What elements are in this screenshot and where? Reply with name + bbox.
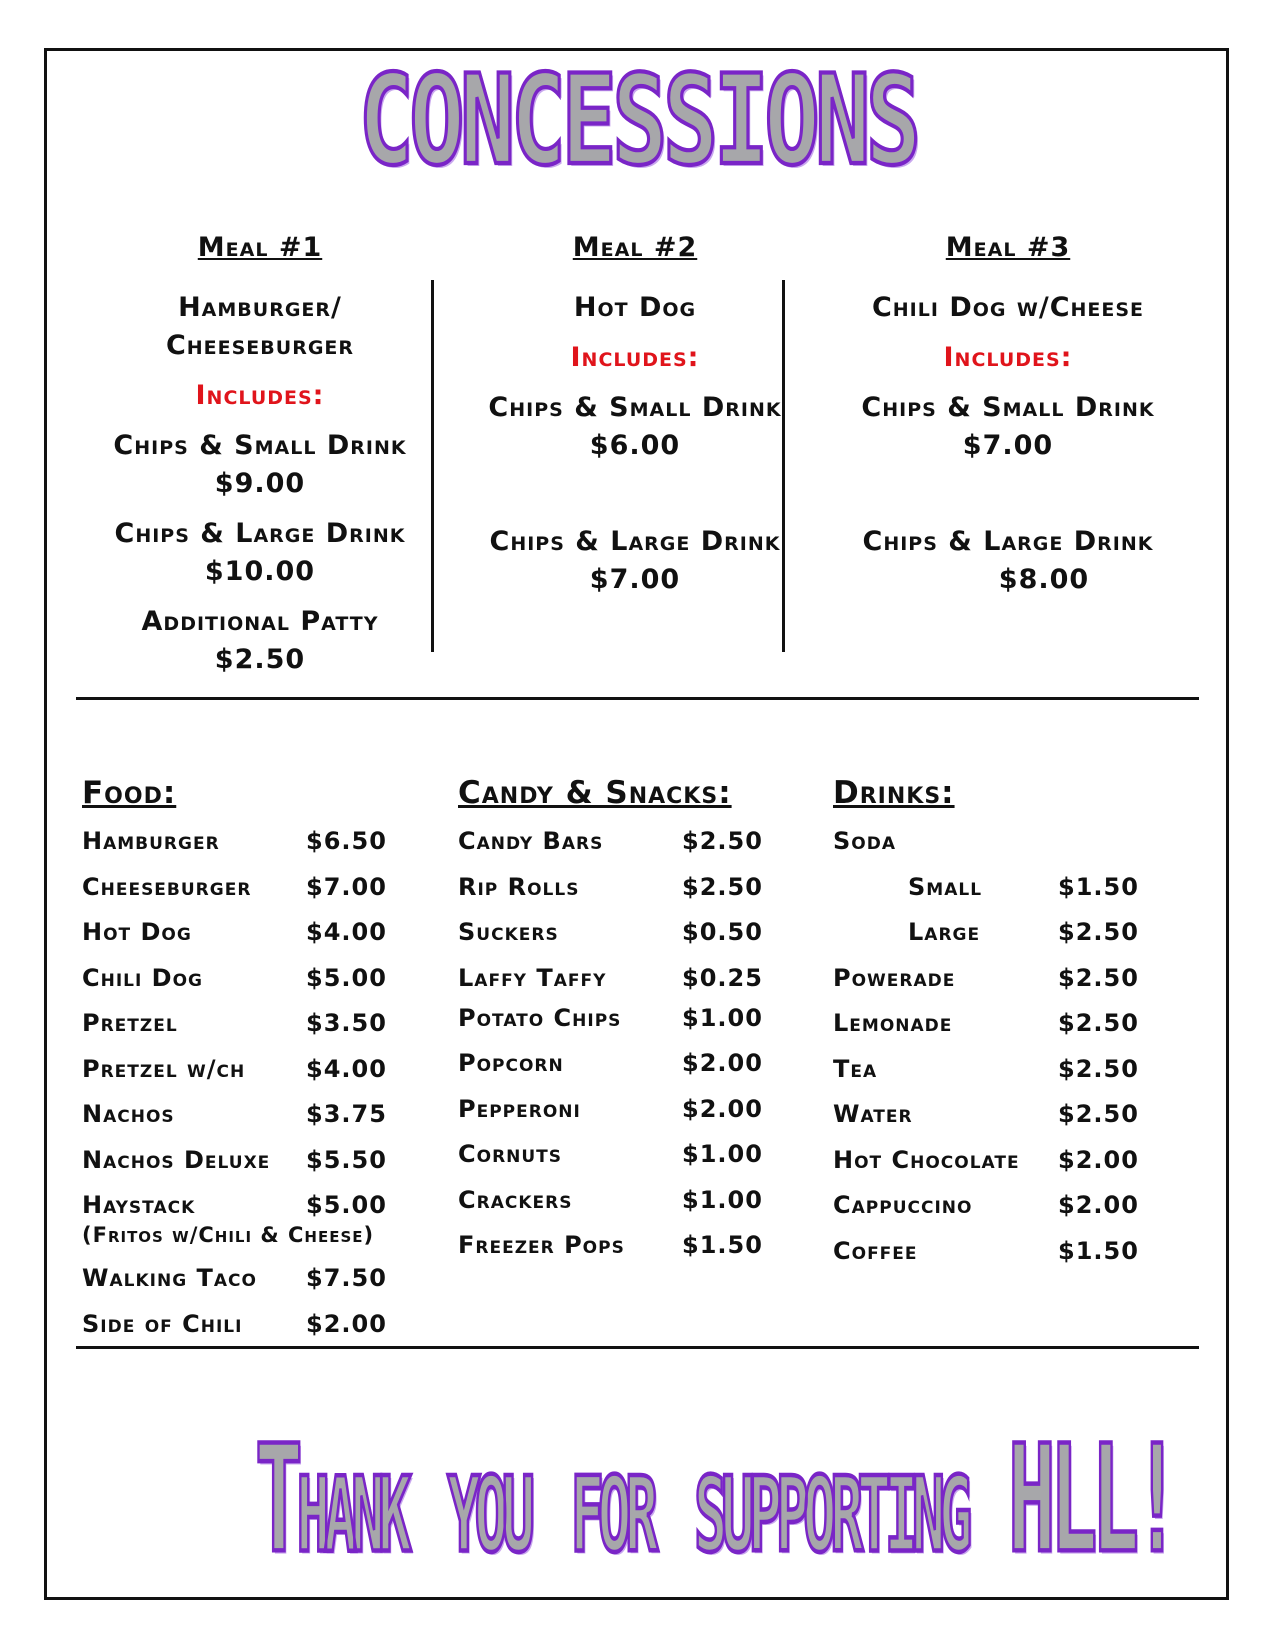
menu-item — [458, 1004, 788, 1050]
item-price: $1.00 — [682, 1140, 763, 1168]
meal-2 — [455, 232, 815, 599]
item-price: $2.00 — [682, 1049, 763, 1077]
menu-item — [458, 1231, 788, 1277]
meal-1-option-price: $10.00 — [204, 556, 316, 587]
drinks-heading: Drinks: — [833, 775, 955, 811]
menu-item — [833, 1100, 1173, 1146]
meal-2-option-label: Chips & Small Drink — [488, 392, 782, 423]
item-name: Side of Chili — [82, 1309, 243, 1338]
item-price: $5.00 — [306, 963, 387, 992]
item-name: Suckers — [458, 918, 559, 946]
item-name: Powerade — [833, 963, 956, 992]
item-price: $0.50 — [682, 918, 763, 946]
meal-3-option-label: Chips & Small Drink — [861, 392, 1155, 423]
menu-item — [82, 918, 422, 964]
item-name: Nachos Deluxe — [82, 1145, 271, 1174]
meal-1-heading: Meal #1 — [197, 232, 323, 263]
item-name: Haystack — [82, 1191, 196, 1219]
item-name: Rip Rolls — [458, 872, 580, 901]
food-heading: Food: — [82, 775, 177, 811]
page-title: CONCESSIONS — [358, 47, 917, 193]
item-name: Hot Dog — [82, 918, 192, 946]
section-divider — [76, 1346, 1199, 1349]
item-price: $0.25 — [682, 963, 763, 992]
meal-3-includes: Includes: — [943, 342, 1073, 373]
item-name: Freezer Pops — [458, 1231, 625, 1259]
item-price: $1.00 — [682, 1003, 763, 1032]
section-divider — [76, 697, 1199, 700]
menu-item — [458, 1095, 788, 1141]
item-name: Cornuts — [458, 1140, 563, 1168]
item-name: Coffee — [833, 1236, 918, 1265]
item-name: Small — [908, 872, 983, 901]
menu-item — [833, 1191, 1173, 1237]
menu-item — [82, 1055, 422, 1101]
meal-2-name-line: Hot Dog — [573, 292, 697, 323]
meal-1-option-price: $9.00 — [214, 468, 306, 499]
item-price: $2.50 — [1058, 1009, 1139, 1037]
menu-item — [82, 964, 422, 1010]
item-name: Popcorn — [458, 1049, 564, 1077]
item-name: Cappuccino — [833, 1191, 973, 1219]
item-price: $2.50 — [1058, 1054, 1139, 1083]
item-name: Nachos — [82, 1100, 175, 1128]
item-name: Candy Bars — [458, 827, 604, 855]
meal-3-option-label: Chips & Large Drink — [862, 526, 1154, 557]
item-price: $1.50 — [1058, 872, 1139, 901]
menu-item — [458, 1186, 788, 1232]
item-name: Lemonade — [833, 1009, 953, 1037]
item-price: $2.00 — [306, 1309, 387, 1338]
menu-item — [82, 1264, 422, 1310]
item-name: Potato Chips — [458, 1003, 622, 1032]
item-price: $2.50 — [682, 827, 763, 855]
item-price: $4.00 — [306, 1054, 387, 1083]
menu-item — [458, 1140, 788, 1186]
item-name: Walking Taco — [82, 1264, 257, 1292]
menu-item — [833, 918, 1173, 964]
item-name: Large — [908, 918, 981, 946]
item-name: Hamburger — [82, 827, 220, 855]
item-price: $2.50 — [1058, 1100, 1139, 1128]
item-name: Hot Chocolate — [833, 1145, 1020, 1174]
menu-item — [833, 1237, 1173, 1283]
meal-1-option-label: Chips & Large Drink — [114, 518, 406, 549]
item-name: Chili Dog — [82, 963, 204, 992]
meal-1 — [80, 232, 440, 679]
item-price: $1.50 — [1058, 1236, 1139, 1265]
item-price: $5.50 — [306, 1145, 387, 1174]
menu-item — [82, 827, 422, 873]
meal-1-option-label: Chips & Small Drink — [113, 430, 407, 461]
menu-item — [833, 873, 1173, 919]
item-price: $1.50 — [682, 1231, 763, 1259]
menu-item — [833, 1146, 1173, 1192]
item-price: $3.50 — [306, 1009, 387, 1037]
item-price: $2.50 — [1058, 918, 1139, 946]
item-price: $7.50 — [306, 1264, 387, 1292]
meal-3-option-price: $7.00 — [962, 430, 1054, 461]
meal-2-includes: Includes: — [570, 342, 700, 373]
food-menu — [82, 775, 422, 1355]
menu-item — [458, 827, 788, 873]
item-note: (Fritos w/Chili & Cheese) — [82, 1223, 375, 1247]
menu-item — [82, 1191, 422, 1264]
meal-2-option-price: $6.00 — [589, 430, 681, 461]
menu-item — [82, 873, 422, 919]
menu-item — [458, 918, 788, 964]
item-price: $2.00 — [1058, 1191, 1139, 1219]
item-price: $6.50 — [306, 827, 387, 855]
column-divider — [431, 280, 434, 652]
item-price: $4.00 — [306, 918, 387, 946]
item-price: $2.50 — [1058, 963, 1139, 992]
item-name: Cheeseburger — [82, 872, 252, 901]
column-divider — [782, 280, 785, 652]
item-price: $3.75 — [306, 1100, 387, 1128]
meal-3-option-price: $8.00 — [998, 564, 1090, 595]
item-price: $2.50 — [682, 872, 763, 901]
item-name: Crackers — [458, 1185, 573, 1214]
item-price: $2.00 — [682, 1094, 763, 1123]
menu-item — [458, 873, 788, 919]
meal-3-heading: Meal #3 — [945, 232, 1071, 263]
thank-you-banner: Thank you for supporting HLL! — [255, 1413, 1175, 1587]
menu-item — [833, 827, 1173, 873]
candy-menu — [458, 775, 788, 1277]
item-price: $7.00 — [306, 872, 387, 901]
menu-item — [82, 1009, 422, 1055]
item-price: $2.00 — [1058, 1145, 1139, 1174]
menu-item — [82, 1146, 422, 1192]
item-price: $5.00 — [306, 1191, 387, 1219]
item-name: Pepperoni — [458, 1094, 581, 1123]
item-name: Soda — [833, 827, 897, 855]
item-name: Tea — [833, 1054, 878, 1083]
meal-1-option-label: Additional Patty — [141, 606, 379, 637]
meal-1-includes: Includes: — [195, 380, 325, 411]
item-price: $1.00 — [682, 1185, 763, 1214]
meal-2-option-label: Chips & Large Drink — [489, 526, 781, 557]
menu-item — [833, 1055, 1173, 1101]
meal-1-name-line: Cheeseburger — [165, 330, 355, 361]
menu-item — [833, 1009, 1173, 1055]
meal-2-option-price: $7.00 — [589, 564, 681, 595]
item-name: Laffy Taffy — [458, 963, 607, 992]
candy-heading: Candy & Snacks: — [458, 775, 732, 811]
item-name: Pretzel — [82, 1009, 178, 1037]
item-name: Water — [833, 1100, 913, 1128]
meal-3-name-line: Chili Dog w/Cheese — [871, 292, 1145, 323]
meal-1-option-price: $2.50 — [214, 644, 306, 675]
menu-item — [458, 1049, 788, 1095]
menu-item — [833, 964, 1173, 1010]
meal-1-name-line: Hamburger/ — [178, 292, 342, 323]
item-name: Pretzel w/ch — [82, 1054, 246, 1083]
menu-item — [458, 964, 788, 1004]
menu-item — [82, 1100, 422, 1146]
meal-2-heading: Meal #2 — [572, 232, 698, 263]
drinks-menu — [833, 775, 1173, 1282]
meal-3 — [823, 232, 1193, 599]
